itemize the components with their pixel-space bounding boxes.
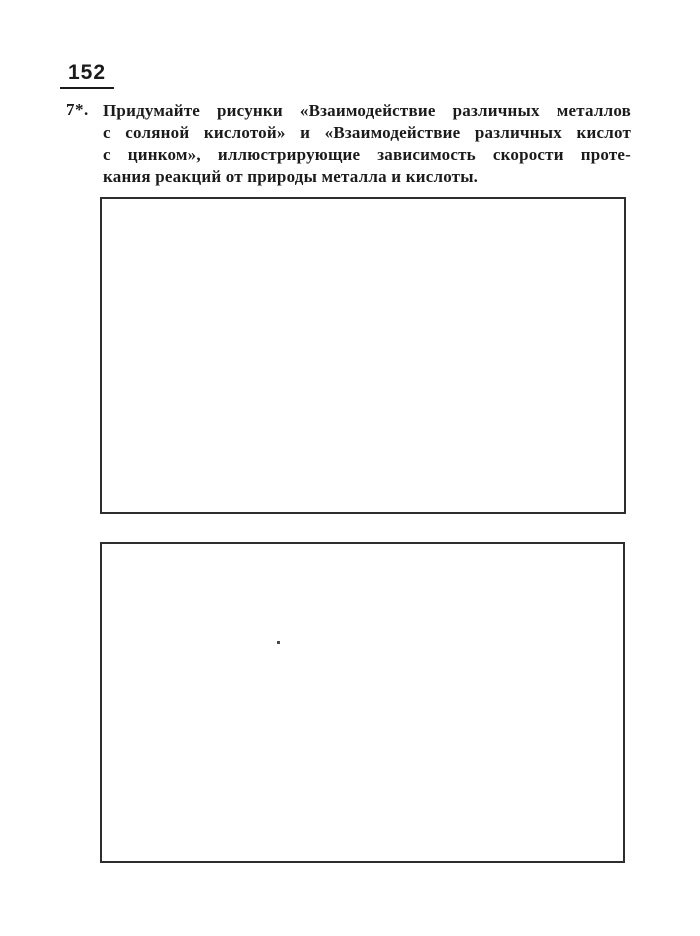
problem-text — [103, 100, 631, 188]
problem-number-label: 7*. — [66, 100, 89, 119]
drawing-box-1 — [100, 197, 626, 514]
page-number: 152 — [60, 61, 114, 89]
problem-block — [66, 100, 632, 188]
problem-text-line: с цинком», иллюстрирующие зависимость скорости проте- — [103, 145, 631, 164]
problem-text-line: с соляной кислотой» и «Взаимодействие различных кислот — [103, 123, 631, 142]
problem-text-line: Придумайте рисунки «Взаимодействие различных металлов — [103, 101, 631, 120]
drawing-box-2 — [100, 542, 625, 863]
ink-speck — [277, 641, 280, 644]
problem-text-line: кания реакций от природы металла и кислоты. — [103, 167, 479, 186]
